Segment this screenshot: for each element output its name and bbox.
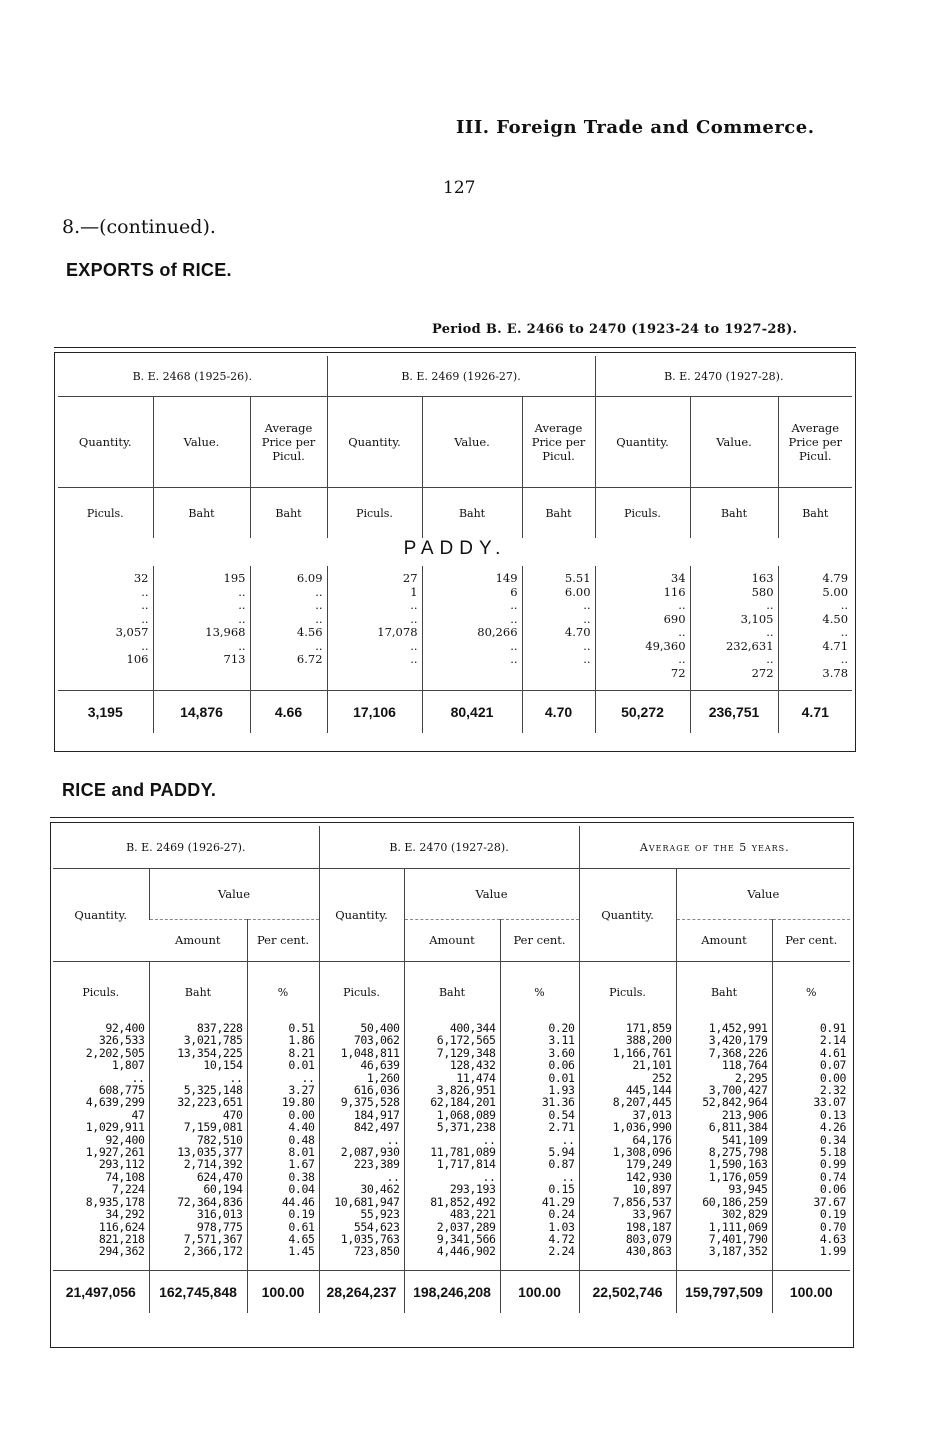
period-header: B. E. 2470 (1927-28).: [595, 356, 852, 397]
data-column: 0.20 3.11 3.60 0.06 0.01 1.93 31.36 0.54 2.71 .. 5.94 0.87 .. 0.15 41.29 0.24 1.03 4.72 2.24: [500, 1022, 579, 1270]
data-column: 195 .. .. .. 13,968 .. 713: [153, 566, 250, 691]
total-cell: 3,195: [58, 691, 153, 734]
unit-label: %: [772, 962, 850, 1023]
period-header: B. E. 2469 (1926-27).: [327, 356, 595, 397]
unit-label: %: [247, 962, 319, 1023]
total-cell: 50,272: [595, 691, 690, 734]
unit-label: Piculs.: [53, 962, 149, 1023]
unit-label: Piculs.: [319, 962, 404, 1023]
total-cell: 4.70: [522, 691, 595, 734]
rice-paddy-table: [53, 826, 850, 1313]
total-cell: 159,797,509: [676, 1270, 772, 1313]
total-cell: 100.00: [247, 1270, 319, 1313]
col-quantity: Quantity.: [74, 908, 128, 922]
col-quantity: Quantity.: [58, 397, 153, 488]
period-header: B. E. 2469 (1926-27).: [53, 826, 319, 869]
unit-label: Baht: [676, 962, 772, 1023]
total-cell: 162,745,848: [149, 1270, 247, 1313]
total-cell: 100.00: [772, 1270, 850, 1313]
col-quantity: Quantity.: [327, 397, 422, 488]
period-header: B. E. 2470 (1927-28).: [319, 826, 579, 869]
unit-label: Baht: [153, 488, 250, 539]
data-column: 0.51 1.86 8.21 0.01 .. 3.27 19.80 0.00 4.40 0.48 8.01 1.67 0.38 0.04 44.46 0.19 0.61 4.65 1.45: [247, 1022, 319, 1270]
data-column: 837,228 3,021,785 13,354,225 10,154 .. 5,325,148 32,223,651 470 7,159,081 782,510 13,035,377 2,714,392 624,470 60,194 72,364,836 316,013 978,775 7,571,367 2,366,172: [149, 1022, 247, 1270]
total-cell: 4.71: [778, 691, 852, 734]
col-percent: Per cent.: [500, 919, 579, 961]
total-cell: 17,106: [327, 691, 422, 734]
unit-label: Baht: [404, 962, 500, 1023]
total-cell: 4.66: [250, 691, 327, 734]
unit-label: Baht: [149, 962, 247, 1023]
col-value: Value: [676, 869, 850, 920]
unit-label: Baht: [250, 488, 327, 539]
col-value: Value.: [690, 397, 778, 488]
unit-label: Baht: [778, 488, 852, 539]
page-number: 127: [443, 178, 476, 198]
data-column: 1,452,991 3,420,179 7,368,226 118,764 2,295 3,700,427 52,842,964 213,906 6,811,384 541,109 8,275,798 1,590,163 1,176,059 93,945 60,186,259 302,829 1,111,069 7,401,790 3,187,352: [676, 1022, 772, 1270]
data-column: 34 116 .. 690 .. 49,360 .. 72: [595, 566, 690, 691]
paddy-label: PADDY.: [403, 538, 507, 559]
data-column: 5.51 6.00 .. .. 4.70 .. ..: [522, 566, 595, 691]
col-value: Value.: [422, 397, 522, 488]
col-quantity: Quantity.: [579, 869, 676, 962]
period-label: Period B. E. 2466 to 2470 (1923-24 to 1927-28).: [432, 322, 798, 337]
col-average: Average Price per Picul.: [778, 397, 852, 488]
unit-label: Baht: [522, 488, 595, 539]
unit-label: %: [500, 962, 579, 1023]
col-value: Value.: [153, 397, 250, 488]
col-quantity: Quantity.: [319, 869, 404, 962]
paddy-table: [58, 356, 852, 733]
unit-label: Baht: [422, 488, 522, 539]
col-percent: Per cent.: [772, 919, 850, 961]
total-cell: 100.00: [500, 1270, 579, 1313]
data-column: 27 1 .. .. 17,078 .. ..: [327, 566, 422, 691]
data-column: 92,400 326,533 2,202,505 1,807 .. 608,775 4,639,299 47 1,029,911 92,400 1,927,261 293,112 74,108 7,224 8,935,178 34,292 116,624 821,218 294,362: [85, 1021, 145, 1259]
col-percent: Per cent.: [247, 919, 319, 961]
col-quantity: Quantity.: [595, 397, 690, 488]
col-average: Average Price per Picul.: [522, 397, 595, 488]
data-column: 0.91 2.14 4.61 0.07 0.00 2.32 33.07 0.13 4.26 0.34 5.18 0.99 0.74 0.06 37.67 0.19 0.70 4.63 1.99: [772, 1022, 850, 1270]
period-header: Average of the 5 years.: [579, 826, 850, 869]
total-cell: 14,876: [153, 691, 250, 734]
unit-label: Baht: [690, 488, 778, 539]
total-cell: 198,246,208: [404, 1270, 500, 1313]
data-column: 6.09 .. .. .. 4.56 .. 6.72: [250, 566, 327, 691]
unit-label: Piculs.: [595, 488, 690, 539]
data-column: 400,344 6,172,565 7,129,348 128,432 11,474 3,826,951 62,184,201 1,068,089 5,371,238 .. 11,781,089 1,717,814 .. 293,193 81,852,492 483,221 2,037,289 9,341,566 4,446,902: [404, 1022, 500, 1270]
total-cell: 21,497,056: [53, 1270, 149, 1313]
total-cell: 28,264,237: [319, 1270, 404, 1313]
section-title: III. Foreign Trade and Commerce.: [456, 117, 815, 138]
continued-label: 8.—(continued).: [62, 216, 216, 238]
data-column: 163 580 .. 3,105 .. 232,631 .. 272: [690, 566, 778, 691]
col-average: Average Price per Picul.: [250, 397, 327, 488]
col-value: Value: [404, 869, 579, 920]
rice-paddy-heading: RICE and PADDY.: [62, 780, 217, 800]
exports-heading: EXPORTS of RICE.: [66, 260, 232, 280]
data-column: 149 6 .. .. 80,266 .. ..: [422, 566, 522, 691]
data-column: 50,400 703,062 1,048,811 46,639 1,260 616,036 9,375,528 184,917 842,497 .. 2,087,930 223,389 .. 30,462 10,681,947 55,923 554,623 1,035,763 723,850: [319, 1022, 404, 1270]
period-header: B. E. 2468 (1925-26).: [58, 356, 327, 397]
col-value: Value: [149, 869, 319, 920]
data-column: 171,859 388,200 1,166,761 21,101 252 445,144 8,207,445 37,013 1,036,990 64,176 1,308,096 179,249 142,930 10,897 7,856,537 33,967 198,187 803,079 430,863: [579, 1022, 676, 1270]
total-cell: 22,502,746: [579, 1270, 676, 1313]
total-cell: 80,421: [422, 691, 522, 734]
col-amount: Amount: [676, 919, 772, 961]
col-amount: Amount: [174, 933, 221, 948]
data-column: 32 .. .. .. 3,057 .. 106: [115, 571, 149, 666]
unit-label: Piculs.: [86, 506, 124, 520]
unit-label: Piculs.: [327, 488, 422, 539]
total-cell: 236,751: [690, 691, 778, 734]
unit-label: Piculs.: [579, 962, 676, 1023]
data-column: 4.79 5.00 .. 4.50 .. 4.71 .. 3.78: [778, 566, 852, 691]
col-amount: Amount: [404, 919, 500, 961]
